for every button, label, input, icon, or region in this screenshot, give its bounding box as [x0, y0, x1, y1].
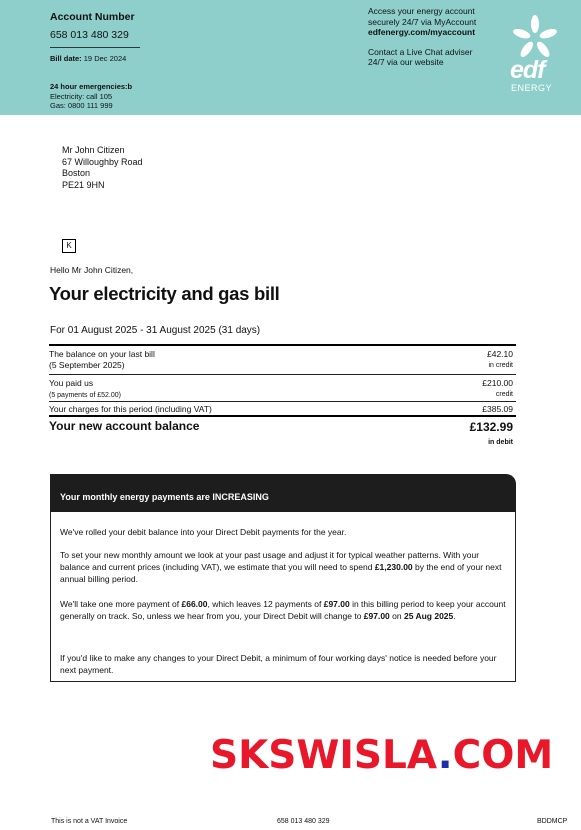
emergency-electricity: Electricity: call 105	[50, 91, 113, 101]
charges-label: Your charges for this period (including VAT)	[49, 404, 212, 414]
last-balance-label: The balance on your last bill	[49, 349, 155, 359]
summary-row-charges	[49, 401, 516, 415]
emergency-title: 24 hour emergencies:b	[50, 82, 133, 91]
paid-detail: (5 payments of £52.00)	[49, 391, 121, 399]
watermark-part-2: COM	[452, 733, 554, 778]
summary-row-new-balance	[49, 415, 516, 445]
access-line-1: Access your energy account	[368, 6, 475, 16]
payments-notice	[50, 474, 516, 681]
chat-line-2: 24/7 via our website	[368, 57, 444, 67]
chat-line-1: Contact a Live Chat adviser	[368, 46, 473, 57]
billing-period: For 01 August 2025 - 31 August 2025 (31 days)	[50, 325, 261, 336]
bill-header	[0, 0, 581, 115]
myaccount-link[interactable]: edfenergy.com/myaccount	[368, 27, 476, 37]
mail-code-box: K	[62, 239, 76, 253]
access-line-2: securely 24/7 via MyAccount	[368, 16, 477, 27]
last-balance-status: in credit	[488, 362, 513, 369]
online-access-info	[368, 6, 476, 68]
payments-heading: Your monthly energy payments are INCREASING	[60, 492, 269, 502]
payments-heading-bar	[50, 474, 516, 512]
bill-date	[50, 54, 142, 63]
summary-row-paid	[49, 374, 516, 401]
logo-wordmark: edf	[510, 56, 545, 84]
payments-body	[50, 512, 516, 682]
payments-paragraph-2: To set your new monthly amount we look at your past usage and adjust it for typical weather patterns. With your balance and current prices (including VAT), we estimate that you will need to spend £1,230.00 by the end of your next annual billing period.	[60, 550, 502, 584]
account-number-label: Account Number	[50, 11, 135, 23]
bill-date-value: 19 Dec 2024	[83, 54, 127, 63]
customer-name: Mr John Citizen	[62, 145, 125, 155]
summary-row-last-balance	[49, 344, 516, 374]
new-balance-status: in debit	[488, 439, 513, 446]
paid-status: credit	[495, 391, 513, 398]
payments-paragraph-4: If you'd like to make any changes to your Direct Debit, a minimum of four working days' notice is needed before your next payment.	[60, 653, 497, 675]
new-balance-label: Your new account balance	[49, 419, 200, 433]
divider	[50, 47, 140, 48]
account-block	[50, 11, 142, 63]
footer-vat-note: This is not a VAT Invoice	[51, 818, 128, 825]
watermark-dot: .	[437, 733, 453, 778]
payments-paragraph-1: We've rolled your debit balance into your Direct Debit payments for the year.	[60, 527, 347, 537]
page-title: Your electricity and gas bill	[49, 283, 280, 304]
balance-summary	[49, 344, 516, 445]
charges-amount: £385.09	[482, 404, 513, 414]
greeting: Hello Mr John Citizen,	[50, 265, 134, 275]
payments-paragraph-3: We'll take one more payment of £66.00, which leaves 12 payments of £97.00 in this billing period to keep your account generally on track. So, unless we hear from you, your Direct Debit will change to £97.00 on 25 Aug 2025.	[60, 599, 506, 621]
emergency-gas: Gas: 0800 111 999	[50, 101, 113, 110]
customer-address	[62, 145, 143, 191]
paid-label: You paid us	[49, 378, 94, 388]
logo-subtitle: ENERGY	[511, 83, 553, 93]
last-balance-amount: £42.10	[487, 349, 513, 359]
address-postcode: PE21 9HN	[62, 179, 105, 190]
address-town: Boston	[62, 168, 91, 178]
address-street: 67 Willoughby Road	[62, 156, 143, 167]
footer-account-number: 658 013 480 329	[277, 818, 330, 825]
new-balance-amount: £132.99	[469, 420, 513, 434]
watermark-part-1: SKSWISLA	[210, 733, 438, 778]
bill-date-label: Bill date:	[50, 54, 82, 63]
footer-code: BDDMCP	[537, 818, 568, 825]
watermark	[210, 733, 553, 778]
last-balance-date: (5 September 2025)	[49, 359, 125, 370]
emergency-contacts	[50, 82, 132, 111]
account-number: 658 013 480 329	[50, 29, 129, 41]
paid-amount: £210.00	[482, 378, 513, 388]
